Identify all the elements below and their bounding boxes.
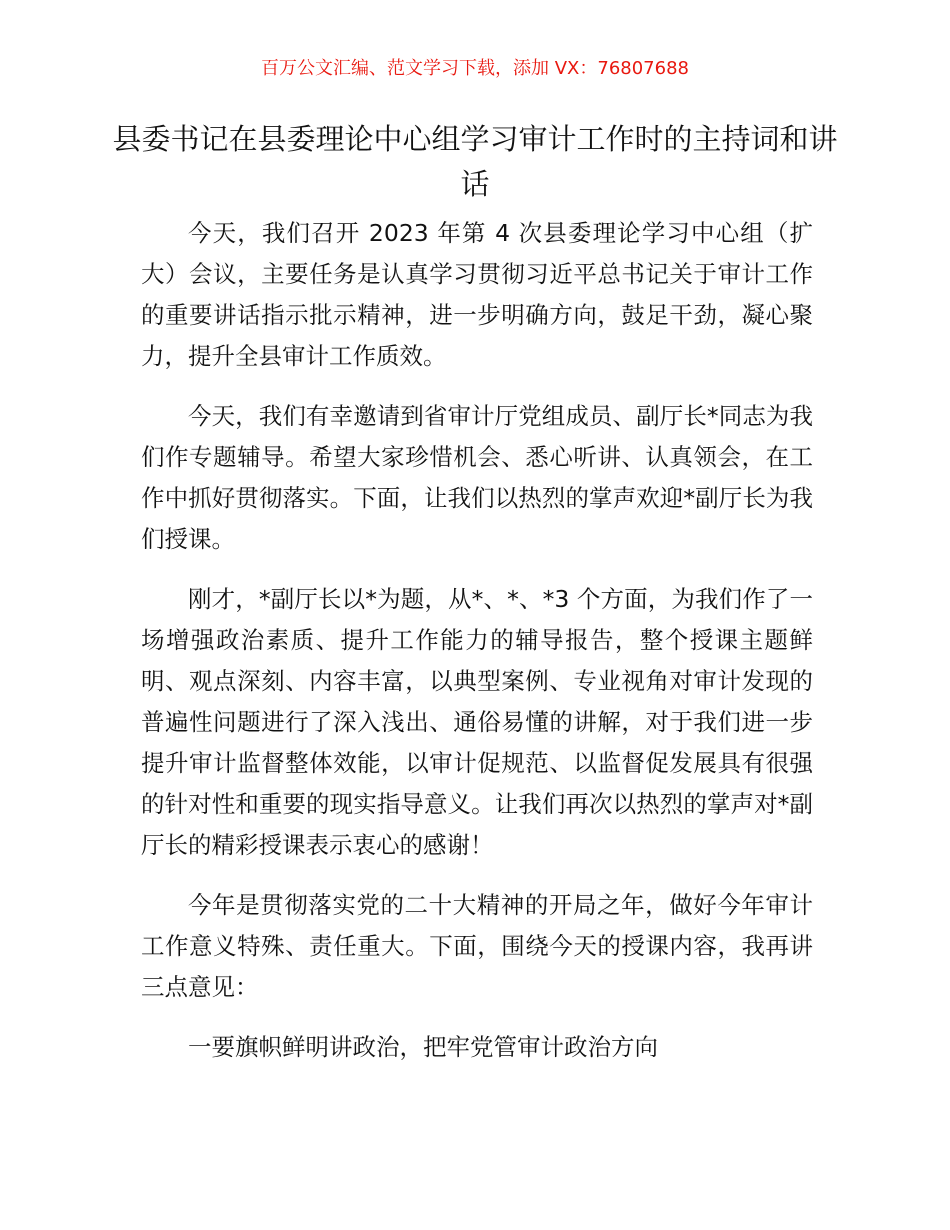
header-watermark-note: 百万公文汇编、范文学习下载，添加 VX：76807688 [261, 58, 689, 79]
paragraph-introduction: 今天，我们有幸邀请到省审计厅党组成员、副厅长*同志为我们作专题辅导。希望大家珍惜机会、悉心听讲、认真领会，在工作中抓好贯彻落实。下面，让我们以热烈的掌声欢迎*副厅长为我们授课。 [141, 402, 813, 553]
document-title: 县委书记在县委理论中心组学习审计工作时的主持词和讲话 [112, 122, 838, 201]
paragraph-point-one: 一要旗帜鲜明讲政治，把牢党管审计政治方向 [188, 1033, 658, 1061]
paragraph-thanks: 刚才，*副厅长以*为题，从*、*、*3 个方面，为我们作了一场增强政治素质、提升工作能力的辅导报告，整个授课主题鲜明、观点深刻、内容丰富，以典型案例、专业视角对审计发现的普遍性问题进行了深入浅出、通俗易懂的讲解，对于我们进一步提升审计监督整体效能，以审计促规范、以监督促发展具有很强的针对性和重要的现实指导意义。让我们再次以热烈的掌声对*副厅长的精彩授课表示衷心的感谢！ [141, 585, 813, 859]
paragraph-transition: 今年是贯彻落实党的二十大精神的开局之年，做好今年审计工作意义特殊、责任重大。下面，围绕今天的授课内容，我再讲三点意见： [141, 891, 813, 1001]
paragraph-opening: 今天，我们召开 2023 年第 4 次县委理论学习中心组（扩大）会议，主要任务是认真学习贯彻习近平总书记关于审计工作的重要讲话指示批示精神，进一步明确方向，鼓足干劲，凝心聚力，提升全县审计工作质效。 [141, 219, 813, 370]
document-body [141, 213, 813, 1087]
